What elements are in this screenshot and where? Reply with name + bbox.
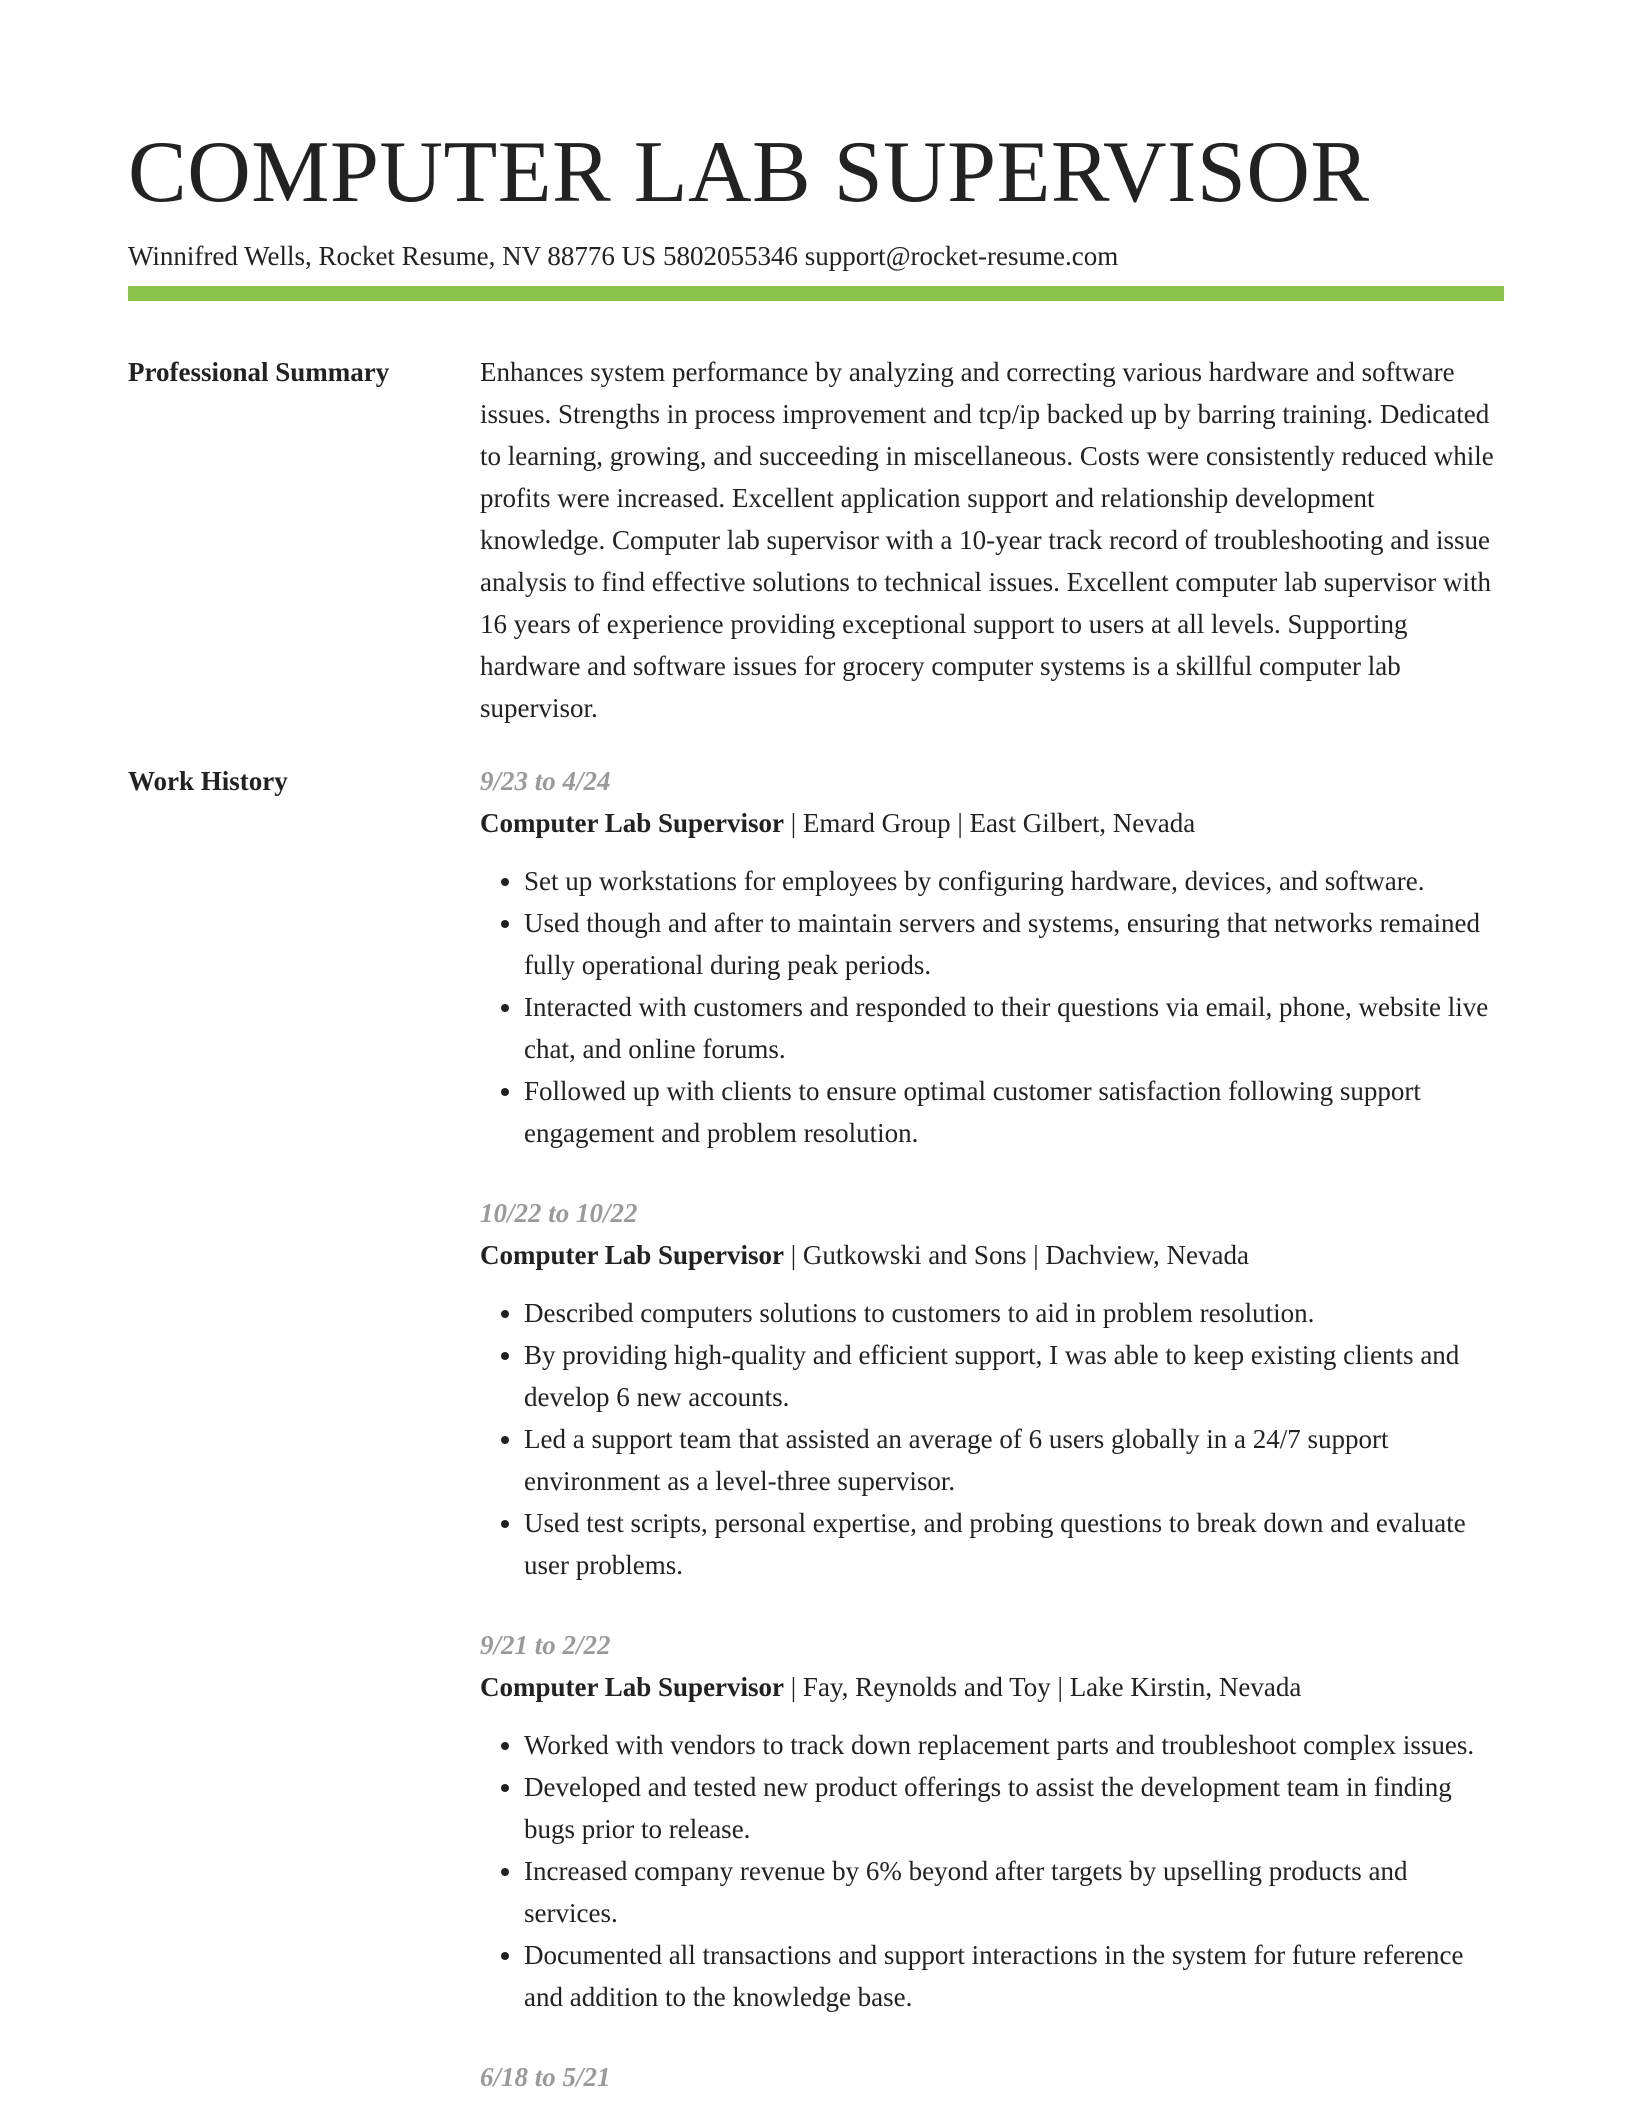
job-dates: 10/22 to 10/22 [480, 1198, 638, 1228]
list-item: • Followed up with clients to ensure optimal customer satisfaction following support engagement and problem resolution. [524, 1070, 1504, 1154]
list-item: • Used though and after to maintain servers and systems, ensuring that networks remained fully operational during peak periods. [524, 902, 1504, 986]
job-title: Computer Lab Supervisor [480, 1672, 785, 1702]
job-bullets [480, 1292, 1504, 1586]
resume-header [128, 118, 1504, 274]
list-item: • Described computers solutions to customers to aid in problem resolution. [524, 1292, 1504, 1334]
job-employer-location: | Gutkowski and Sons | Dachview, Nevada [784, 1240, 1250, 1270]
job-employer-location: | Fay, Reynolds and Toy | Lake Kirstin, Nevada [784, 1672, 1302, 1702]
list-item: • By providing high-quality and efficient support, I was able to keep existing clients and develop 6 new accounts. [524, 1334, 1504, 1418]
work-history-heading: Work History [128, 766, 288, 796]
job-title: Computer Lab Supervisor [480, 808, 785, 838]
work-history-body [480, 760, 1504, 2112]
job-entry [480, 2056, 1504, 2098]
job-heading [480, 802, 1504, 844]
job-bullets [480, 860, 1504, 1154]
list-item: • Documented all transactions and support interactions in the system for future reference and addition to the knowledge base. [524, 1934, 1504, 2018]
summary-text: Enhances system performance by analyzing and correcting various hardware and software issues. Strengths in process improvement and tcp/ip backed up by barring training. Dedicated to learning, growing, and succeeding in miscellaneous. Costs were consistently reduced while profits were increased. Excellent application support and relationship development knowledge. Computer lab supervisor with a 10-year track record of troubleshooting and issue analysis to find effective solutions to technical issues. Excellent computer lab supervisor with 16 years of experience providing exceptional support to users at all levels. Supporting hardware and software issues for grocery computer systems is a skillful computer lab supervisor. [480, 357, 1494, 723]
summary-body [480, 351, 1504, 729]
job-heading [480, 1234, 1504, 1276]
page-title: COMPUTER LAB SUPERVISOR [128, 124, 1370, 221]
list-item: • Led a support team that assisted an average of 6 users globally in a 24/7 support environment as a level-three supervisor. [524, 1418, 1504, 1502]
job-dates: 6/18 to 5/21 [480, 2062, 611, 2092]
job-entry [480, 1624, 1504, 2018]
list-item: • Interacted with customers and responded to their questions via email, phone, website live chat, and online forums. [524, 986, 1504, 1070]
job-heading [480, 1666, 1504, 1708]
job-dates: 9/23 to 4/24 [480, 766, 611, 796]
job-entry [480, 1192, 1504, 1586]
list-item: • Developed and tested new product offerings to assist the development team in finding bugs prior to release. [524, 1766, 1504, 1850]
job-bullets [480, 1724, 1504, 2018]
accent-divider [128, 286, 1504, 301]
list-item: • Increased company revenue by 6% beyond after targets by upselling products and services. [524, 1850, 1504, 1934]
list-item: • Worked with vendors to track down replacement parts and troubleshoot complex issues. [524, 1724, 1504, 1766]
job-entry [480, 760, 1504, 1154]
list-item: • Used test scripts, personal expertise, and probing questions to break down and evaluate user problems. [524, 1502, 1504, 1586]
job-title: Computer Lab Supervisor [480, 1240, 785, 1270]
contact-line: Winnifred Wells, Rocket Resume, NV 88776 US 5802055346 support@rocket-resume.com [128, 241, 1119, 271]
job-dates: 9/21 to 2/22 [480, 1630, 611, 1660]
list-item: • Set up workstations for employees by configuring hardware, devices, and software. [524, 860, 1504, 902]
job-employer-location: | Emard Group | East Gilbert, Nevada [784, 808, 1196, 838]
summary-heading: Professional Summary [128, 357, 390, 387]
